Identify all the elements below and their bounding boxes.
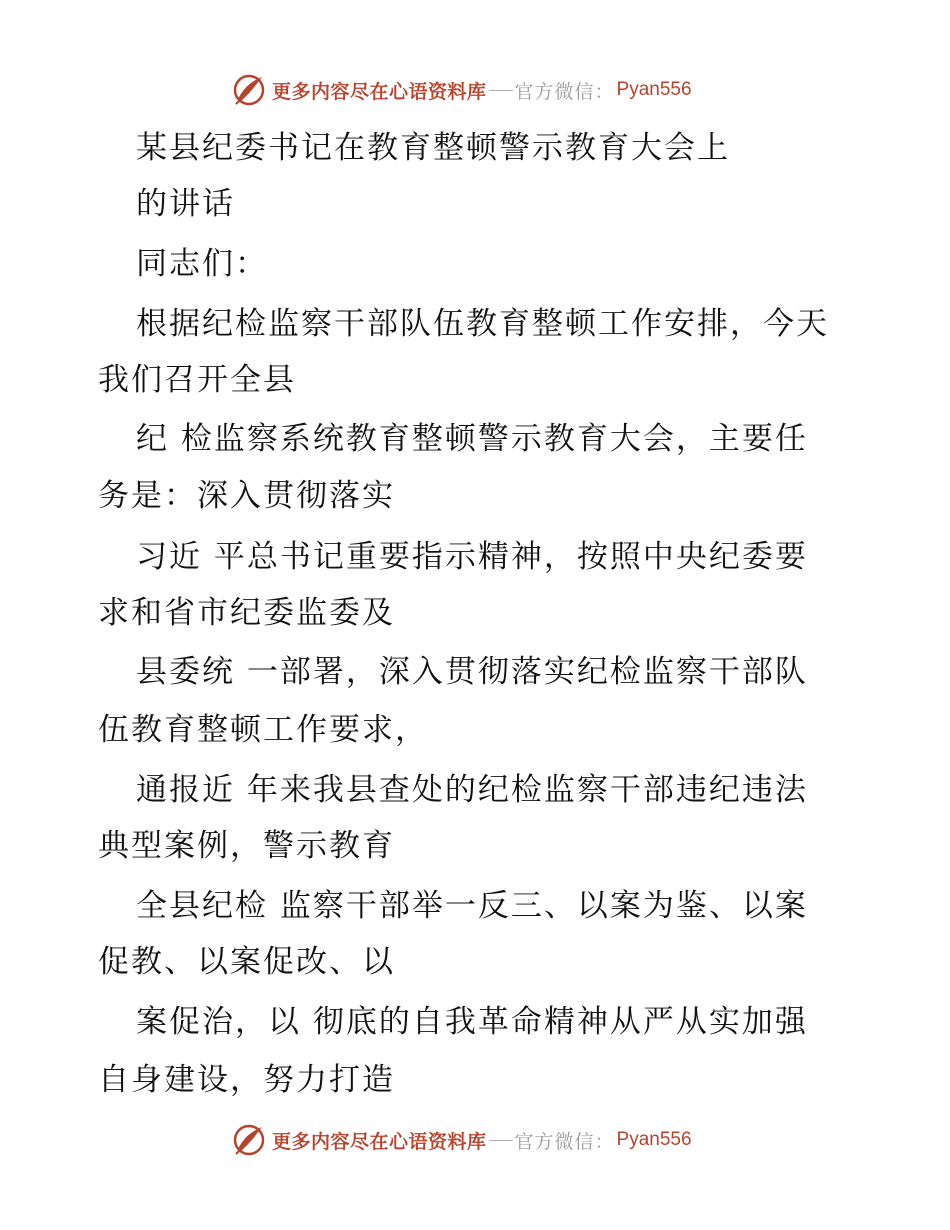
body-line: 求和省市纪委监委及 xyxy=(98,595,395,631)
body-line: 务是：深入贯彻落实 xyxy=(98,478,395,514)
body-line: 通报近 年来我县查处的纪检监察干部违纪违法 xyxy=(136,772,808,808)
body-line: 我们召开全县 xyxy=(98,362,296,398)
salutation: 同志们： xyxy=(136,246,268,282)
body-line: 案促治，以 彻底的自我革命精神从严从实加强 xyxy=(136,1004,808,1040)
watermark-text: 更多内容尽在心语资料库 xyxy=(272,80,487,103)
watermark-wechat-id: Pyan556 xyxy=(616,79,692,100)
watermark-dash xyxy=(489,90,513,91)
body-line: 伍教育整顿工作要求， xyxy=(98,712,428,748)
body-line: 全县纪检 监察干部举一反三、以案为鉴、以案 xyxy=(136,888,808,924)
pen-logo-icon xyxy=(232,1123,266,1157)
body-line: 习近 平总书记重要指示精神，按照中央纪委要 xyxy=(136,539,808,575)
title-line-2: 的讲话 xyxy=(136,186,235,222)
watermark-dash xyxy=(489,1140,513,1141)
body-line: 根据纪检监察干部队伍教育整顿工作安排，今天 xyxy=(136,306,829,342)
body-line: 纪 检监察系统教育整顿警示教育大会，主要任 xyxy=(136,421,808,457)
footer-watermark xyxy=(232,1123,692,1157)
body-line: 县委统 一部署，深入贯彻落实纪检监察干部队 xyxy=(136,654,808,690)
body-line: 自身建设，努力打造 xyxy=(98,1062,395,1098)
pen-logo-icon xyxy=(232,73,266,107)
title-line-1: 某县纪委书记在教育整顿警示教育大会上 xyxy=(136,130,730,166)
watermark-text: 更多内容尽在心语资料库 xyxy=(272,1130,487,1153)
watermark-wechat-id: Pyan556 xyxy=(616,1129,692,1150)
header-watermark xyxy=(232,73,692,107)
watermark-suffix: 官方微信： xyxy=(514,80,615,103)
body-line: 促教、以案促改、以 xyxy=(98,944,395,980)
watermark-suffix: 官方微信： xyxy=(514,1130,615,1153)
body-line: 典型案例，警示教育 xyxy=(98,828,395,864)
